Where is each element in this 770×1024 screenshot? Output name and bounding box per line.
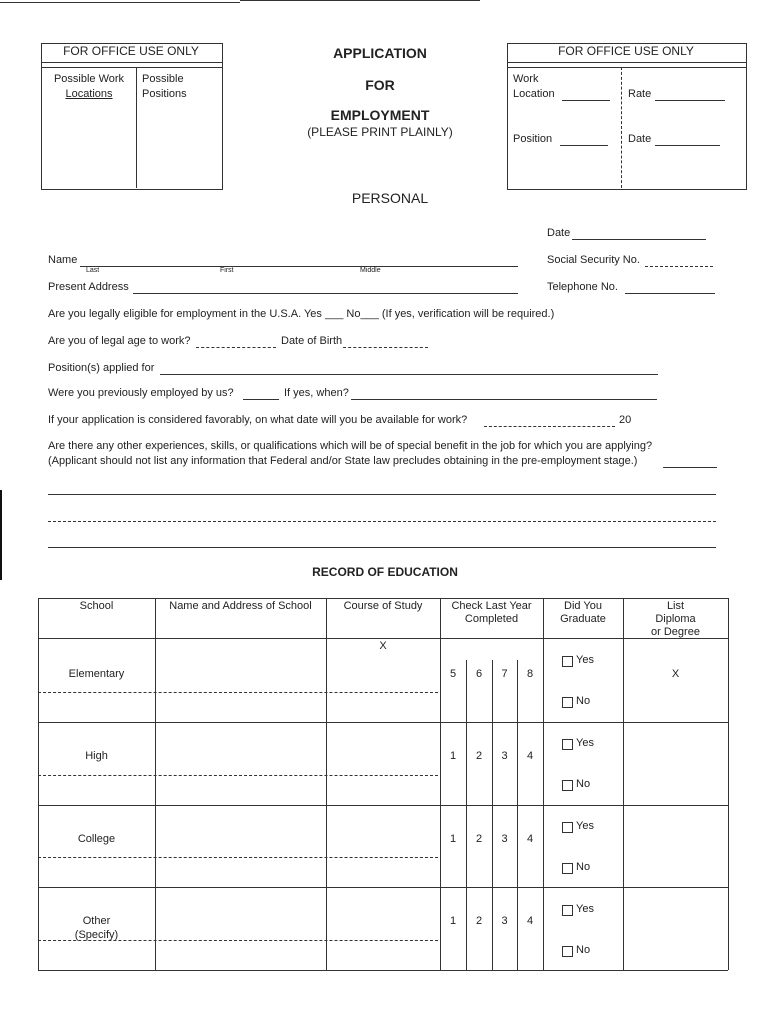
year-6[interactable]: 6 [475, 668, 483, 680]
dob-label: Date of Birth [281, 335, 343, 347]
office-position-field[interactable] [560, 133, 608, 146]
availability-date-field[interactable] [484, 414, 615, 427]
positions-field[interactable] [160, 362, 658, 375]
high-yes-checkbox[interactable] [562, 739, 573, 750]
if-yes-when-field[interactable] [351, 387, 657, 400]
year-2[interactable]: 2 [475, 915, 483, 927]
year-2[interactable]: 2 [475, 750, 483, 762]
scan-top-line [240, 0, 480, 1]
legal-age-question: Are you of legal age to work? [48, 335, 191, 347]
experience-question-1: Are there any other experiences, skills, or qualifications which will be of special benefit in the job for which you are applying? [48, 440, 653, 452]
telephone-field[interactable] [625, 281, 715, 294]
year-1[interactable]: 1 [449, 833, 457, 845]
year-4[interactable]: 4 [526, 915, 534, 927]
name-field[interactable] [80, 254, 518, 267]
row-high-label: High [85, 750, 108, 762]
name-address-header: Name and Address of School [169, 600, 312, 612]
telephone-label: Telephone No. [547, 281, 618, 293]
high-no-label: No [576, 778, 591, 790]
office-location-field[interactable] [562, 88, 610, 101]
year-1[interactable]: 1 [449, 915, 457, 927]
other-no-label: No [576, 944, 591, 956]
address-field[interactable] [133, 281, 518, 294]
availability-question: If your application is considered favorably, on what date will you be available for work? [48, 414, 468, 426]
year-2[interactable]: 2 [475, 833, 483, 845]
check-year-header-1: Check Last Year [451, 600, 532, 612]
year-4[interactable]: 4 [526, 833, 534, 845]
experience-field-3[interactable] [48, 509, 716, 522]
dob-field[interactable] [343, 335, 428, 348]
date-field[interactable] [572, 227, 706, 240]
college-no-label: No [576, 861, 591, 873]
experience-field-4[interactable] [48, 535, 716, 548]
office-date-field[interactable] [655, 133, 720, 146]
scan-top-line [0, 2, 240, 3]
work-locations-label-1: Possible Work [53, 73, 125, 85]
year-3[interactable]: 3 [501, 750, 508, 762]
elementary-no-label: No [576, 695, 591, 707]
year-3[interactable]: 3 [501, 915, 508, 927]
college-no-checkbox[interactable] [562, 863, 573, 874]
name-middle-caption: Middle [360, 267, 381, 274]
college-yes-checkbox[interactable] [562, 822, 573, 833]
school-header: School [79, 600, 114, 612]
title-subtitle: (PLEASE PRINT PLAINLY) [307, 125, 453, 139]
diploma-header-3: or Degree [651, 626, 700, 638]
experience-field-1[interactable] [663, 455, 717, 468]
elementary-yes-checkbox[interactable] [562, 656, 573, 667]
elementary-no-checkbox[interactable] [562, 697, 573, 708]
rate-label: Rate [628, 88, 652, 100]
check-year-header-2: Completed [464, 613, 519, 625]
title-for: FOR [365, 77, 395, 93]
office-position-label: Position [513, 133, 553, 145]
title-application: APPLICATION [333, 45, 427, 61]
availability-year-prefix: 20 [619, 414, 632, 426]
title-employment: EMPLOYMENT [330, 107, 430, 123]
positions-question: Position(s) applied for [48, 362, 155, 374]
year-1[interactable]: 1 [449, 750, 457, 762]
date-label: Date [547, 227, 571, 239]
other-no-checkbox[interactable] [562, 946, 573, 957]
previous-employment-field[interactable] [243, 387, 279, 400]
college-yes-label: Yes [576, 820, 594, 832]
ssn-field[interactable] [645, 254, 713, 267]
legal-age-field[interactable] [196, 335, 276, 348]
year-8[interactable]: 8 [526, 668, 534, 680]
course-header: Course of Study [343, 600, 423, 612]
high-no-checkbox[interactable] [562, 780, 573, 791]
positions-label-2: Positions [142, 88, 187, 100]
office-right-title: FOR OFFICE USE ONLY [558, 44, 694, 58]
name-label: Name [48, 254, 78, 266]
scan-edge [0, 490, 2, 580]
other-yes-checkbox[interactable] [562, 905, 573, 916]
row-other-label: Other [82, 915, 111, 927]
high-yes-label: Yes [576, 737, 594, 749]
ssn-label: Social Security No. [547, 254, 640, 266]
experience-question-2: (Applicant should not list any information that Federal and/or State law precludes obtaining in the pre-employment stage.) [48, 455, 638, 467]
positions-label-1: Possible [142, 73, 184, 85]
row-elementary-label: Elementary [68, 668, 125, 680]
diploma-header-2: Diploma [655, 613, 696, 625]
eligible-question: Are you legally eligible for employment in the U.S.A. Yes ___ No___ (If yes, verification will be required.) [48, 308, 555, 320]
row-other-specify-label: (Specify) [74, 929, 119, 941]
row-college-label: College [77, 833, 116, 845]
address-label: Present Address [48, 281, 129, 293]
graduate-header-1: Did You [564, 600, 602, 612]
name-last-caption: Last [86, 267, 100, 274]
diploma-header-1: List [666, 600, 685, 612]
experience-field-2[interactable] [48, 482, 716, 495]
office-rate-field[interactable] [655, 88, 725, 101]
office-date-label: Date [628, 133, 652, 145]
work-label: Work [513, 73, 539, 85]
education-section-title: RECORD OF EDUCATION [312, 565, 458, 579]
office-left-title: FOR OFFICE USE ONLY [63, 44, 199, 58]
diploma-x-mark: X [671, 668, 680, 680]
year-7[interactable]: 7 [501, 668, 508, 680]
year-5[interactable]: 5 [449, 668, 457, 680]
name-first-caption: First [220, 267, 234, 274]
year-3[interactable]: 3 [501, 833, 508, 845]
year-4[interactable]: 4 [526, 750, 534, 762]
if-yes-when-label: If yes, when? [284, 387, 349, 399]
work-locations-label-2: Locations [65, 88, 113, 100]
location-label: Location [513, 88, 555, 100]
other-yes-label: Yes [576, 903, 594, 915]
graduate-header-2: Graduate [560, 613, 606, 625]
course-x-mark: X [379, 640, 387, 652]
personal-section-title: PERSONAL [351, 190, 429, 206]
elementary-yes-label: Yes [576, 654, 594, 666]
previous-employment-question: Were you previously employed by us? [48, 387, 234, 399]
